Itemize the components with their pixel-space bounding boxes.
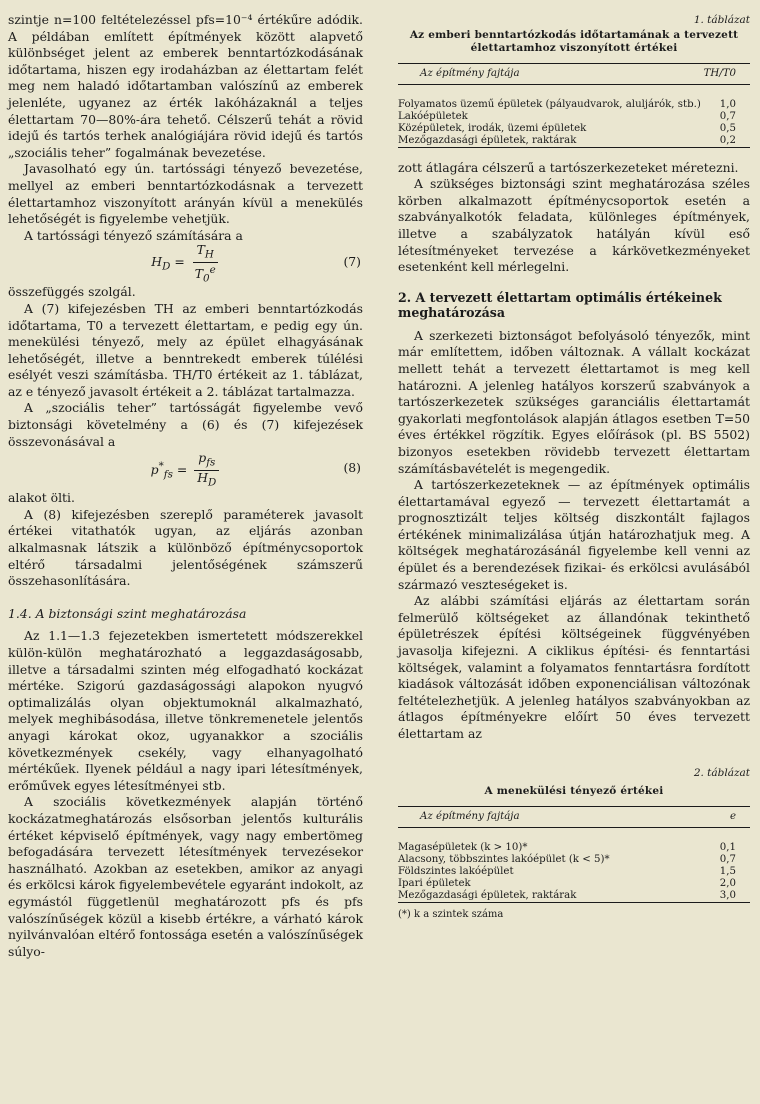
table-row <box>398 111 750 123</box>
table-row <box>398 854 750 866</box>
table-header: TH/T0 <box>703 67 736 79</box>
paragraph: szintje n=100 feltételezéssel pfs=10⁻⁴ értékűre adódik. A példában említett építmények között alapvető különbséget jelent az emberek benntartózkodásának időtartama, hiszen egy irodaházban az élettartam felét meg nem haladó időtartamban valószínű az emberek jelenléte, ugyanez az érték lakóházaknál a teljes élettartam 70—80%-ára tehető. Célszerű tehát a rövid idejű és tartós terhek analógiájára rövid idejű és tartós „szociális teher” fogalmának bevezetése. <box>8 12 363 160</box>
table-cell-value: 0,5 <box>719 122 736 134</box>
table-cell-name: Mezőgazdasági épületek, raktárak <box>398 890 577 902</box>
section-heading: 2. A tervezett élettartam optimális értékeinek meghatározása <box>398 289 722 320</box>
table-row <box>398 890 750 903</box>
table-row <box>398 878 750 890</box>
table-cell-value: 0,2 <box>719 134 736 146</box>
paragraph: összefüggés szolgál. <box>8 284 136 300</box>
table-cell-value: 1,5 <box>719 866 736 878</box>
table-cell-value: 3,0 <box>719 890 736 902</box>
paragraph: Az alábbi számítási eljárás az élettartam során felmerülő költségeket az állandónak tekinthető épületrészek építési költségeinek függvényében javasolja kifejezni. A ciklikus építési- és fenntartási költségek, valamint a folyamatos fenntartásra fordított kiadások változását időben exponenciálisan változónak feltételezhetjük. A jelenleg hatályos szabványokban az átlagos építményekre előírt 50 éves tervezett élettartam az <box>398 593 750 741</box>
equation-lhs: $p^*_{fs}$ = <box>150 459 188 481</box>
table-cell-name: Középületek, irodák, üzemi épületek <box>398 122 587 134</box>
left-column <box>8 12 363 960</box>
table-cell-name: Folyamatos üzemű épületek (pályaudvarok, aluljárók, stb.) <box>398 98 701 110</box>
paragraph: A tartóssági tényező számítására a <box>24 227 243 243</box>
paragraph: A szükséges biztonsági szint meghatározása széles körben alkalmazott építménycsoportok esetén a szabványalkotók feladata, különleges építmények, illetve a szabályzatok hatályán kívül eső létesítményeket tervezése a kárkövetkezményeket esetenként kell mérlegelni. <box>398 176 750 275</box>
table-cell-value: 1,0 <box>719 98 736 110</box>
table-cell-name: Alacsony, többszintes lakóépület (k < 5)* <box>398 854 610 866</box>
table-cell-name: Magasépületek (k > 10)* <box>398 842 528 854</box>
paragraph: A tartószerkezeteknek — az építmények optimális élettartamával egyező — tervezett élettartamát a prognosztizált teljes költség diszkontált fajlagos értékének minimalizálása útján határozhatjuk meg. A költségek meghatározásánál figyelembe kell venni az épület és a berendezések fizikai- és erkölcsi avulásából származó veszteségeket is. <box>398 477 750 592</box>
section-heading: 1.4. A biztonsági szint meghatározása <box>8 605 247 621</box>
paragraph: Javasolható egy ún. tartóssági tényező bevezetése, mellyel az emberi benntartózkodásnak a tervezett élettartamhoz viszonyított arányán kívül a menekülés lehetőségét is figyelembe vehetjük. <box>8 161 363 227</box>
table-cell-name: Ipari épületek <box>398 878 471 890</box>
paragraph: A szerkezeti biztonságot befolyásoló tényezők, mint már említettem, időben változnak. A vállalt kockázat mellett tehát a tervezett élettartamot is meg kell határozni. A jelenleg hatályos korszerű szabványok a tartószerkezetek szükséges garanciális élettartamát gyakorlati megfontolások alapján átlagos esetben T=50 éves értékkel rögzítik. Egyes előírások (pl. BS 5502) bizonyos esetekben rövidebb tervezett élettartam számításbavételét is megengedik. <box>398 327 750 476</box>
table-header: Az építmény fajtája <box>420 67 520 79</box>
table-2 <box>398 806 750 903</box>
table-cell-name: Földszintes lakóépület <box>398 866 514 878</box>
table-row <box>398 123 750 135</box>
paragraph: zott átlagára célszerű a tartószerkezeteket méretezni. <box>398 159 739 175</box>
table-title: A menekülési tényező értékei <box>484 785 664 798</box>
table-cell-name: Mezőgazdasági épületek, raktárak <box>398 134 577 146</box>
table-cell-value: 2,0 <box>719 878 736 890</box>
paragraph: A „szociális teher” tartósságát figyelembe vevő biztonsági követelmény a (6) és (7) kifejezések összevonásával a <box>8 400 363 449</box>
table-label: 2. táblázat <box>693 766 750 779</box>
paragraph: alakot ölti. <box>8 490 75 506</box>
table-header: e <box>729 811 736 823</box>
paragraph: A (7) kifejezésben TH az emberi benntartózkodás időtartama, T0 a tervezett élettartam, e pedig egy ún. menekülési tényező, mely az épület elhagyásának lehetőségét, illetve a benntrekedt emberek túlélési esélyét veszi számításba. TH/T0 értékeit az 1. táblázat, az e tényező javasolt értékeit a 2. táblázat tartalmazza. <box>8 300 363 399</box>
right-column <box>398 12 750 924</box>
equation-8 <box>8 450 363 490</box>
table-row <box>398 842 750 854</box>
equation-number: (8) <box>343 460 361 476</box>
table-1 <box>398 63 750 148</box>
equation-7 <box>8 244 363 284</box>
table-footnote: (*) k a szintek száma <box>398 909 504 921</box>
table-row <box>398 99 750 111</box>
table-cell-name: Lakóépületek <box>398 110 468 122</box>
table-cell-value: 0,1 <box>719 842 736 854</box>
paragraph: Az 1.1—1.3 fejezetekben ismertetett módszerekkel külön-külön meghatározható a leggazdaságosabb, illetve a társadalmi szinten még elfogadható kockázat mértéke. Szigorú gazdaságossági alapokon nyugvó optimalizálás olyan objektumoknál alkalmazható, melyek meghibásodása, illetve tönkremenetele jelentős anyagi károkat okoz, ugyanakkor a szociális következmények csekély, vagy elhanyagolható mértékűek. Ilyenek például a nagy ipari létesítmények, erőművek egyes létesítményei stb. <box>8 628 363 793</box>
table-row <box>398 135 750 148</box>
table-title: Az emberi benntartózkodás időtartamának a tervezett élettartamhoz viszonyított értékei <box>409 28 739 54</box>
paragraph: A (8) kifejezésben szereplő paraméterek javasolt értékei vitathatók ugyan, az eljárás azonban alkalmasnak látszik a különböző építménycsoportok eltérő társadalmi jelentőségének számszerű összehasonlítására. <box>8 506 363 589</box>
table-header: Az építmény fajtája <box>420 811 520 823</box>
equation-fraction: $\frac{p_{fs}}{H_D}$ <box>193 451 220 489</box>
equation-fraction: $\frac{T_H}{T_0^e}$ <box>191 243 220 285</box>
table-cell-value: 0,7 <box>719 110 736 122</box>
paragraph: A szociális következmények alapján történő kockázatmeghatározás elsősorban jelentős kulturális értéket képviselő építmények, vagy nagy embertömeg befogadására tervezett létesítmények tervezésekor használható. Azokban az esetekben, amikor az anyagi és erkölcsi károk figyelembevétele egyaránt indokolt, az egymástól függetlenül meghatározott pfs és pfs valószínűségek közül a kisebb értékre, a várható károk nyilvánvalóan eltérő fontossága esetén a valószínűségek súlyo- <box>8 794 363 959</box>
table-row <box>398 866 750 878</box>
equation-lhs: $H_D$ = <box>151 253 185 273</box>
table-label: 1. táblázat <box>693 14 750 26</box>
equation-number: (7) <box>343 254 361 270</box>
table-cell-value: 0,7 <box>719 854 736 866</box>
